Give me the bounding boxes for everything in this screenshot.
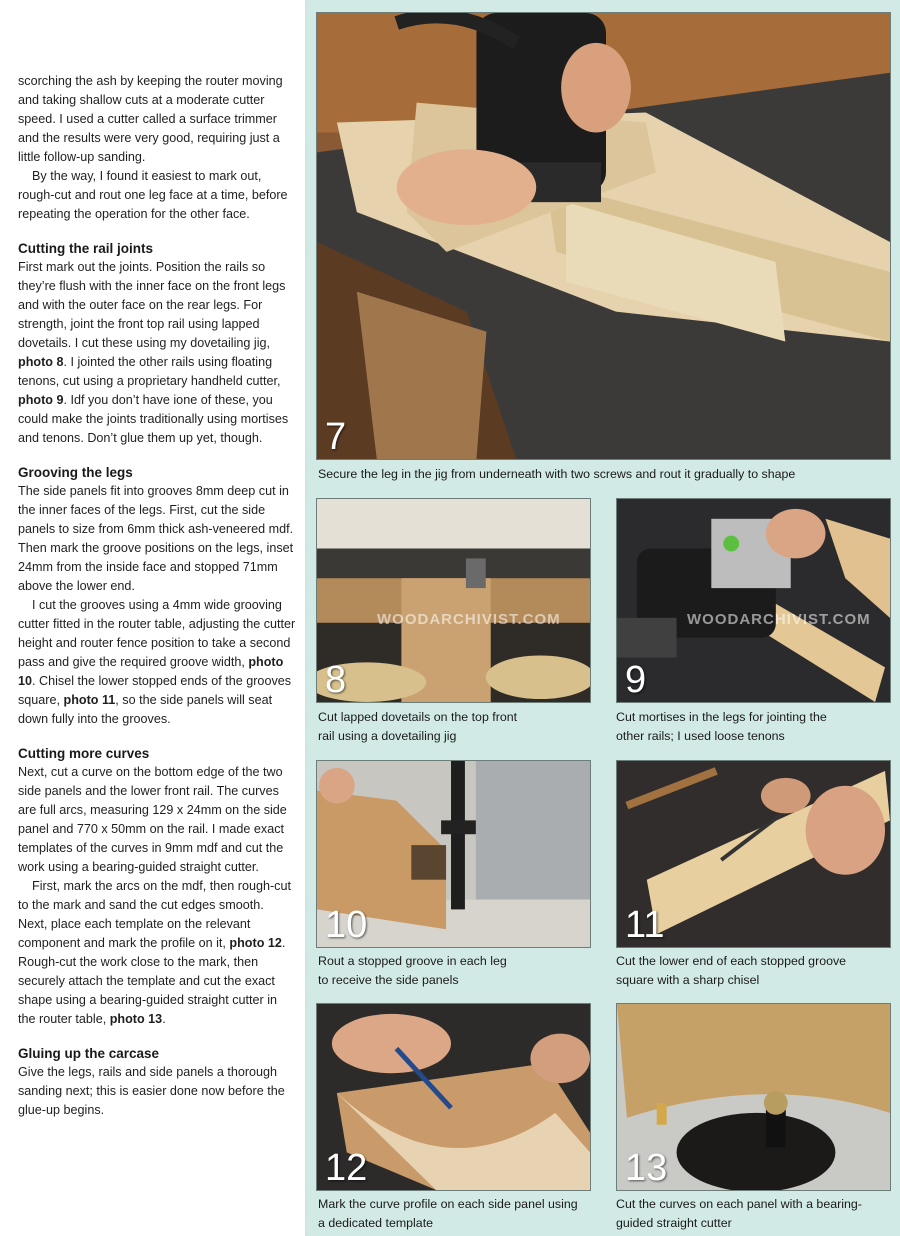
photo-7-number: 7: [325, 416, 347, 458]
heading-gluing-carcase: Gluing up the carcase: [18, 1046, 160, 1061]
watermark-right: WOODARCHIVIST.COM: [687, 611, 871, 628]
photo-8-number: 8: [325, 659, 347, 701]
photo-13: [616, 1003, 891, 1191]
photo-7-caption: Secure the leg in the jig from underneath with two screws and rout it gradually to shape: [318, 467, 796, 481]
paragraph-router-speed: scorching the ash by keeping the router moving and taking shallow cuts at a moderate cutter speed. I used a cutter called a surface trimmer and the results were very good, requiring just a little follow-up sanding.: [18, 74, 283, 164]
photo-7-image: [317, 13, 890, 459]
paragraph-gluing: Give the legs, rails and side panels a thorough sanding next; this is easier done now before the glue-up begins.: [18, 1065, 285, 1117]
watermark-left: WOODARCHIVIST.COM: [377, 611, 561, 628]
heading-rail-joints: Cutting the rail joints: [18, 241, 153, 256]
photo-ref-9: photo 9: [18, 393, 64, 407]
paragraph-grooves-size: The side panels fit into grooves 8mm deep cut in the inner faces of the legs. First, cut the side panels to size from 6mm thick ash-veneered mdf. Then mark the groove positions on the legs, inset 24mm from the inside face and stopped 71mm above the lower end.: [18, 484, 294, 593]
photo-9-number: 9: [625, 659, 647, 701]
photo-11-number: 11: [625, 904, 665, 946]
paragraph-mark-out: By the way, I found it easiest to mark out, rough-cut and rout one leg face at a time, before repeating the operation for the other face.: [18, 169, 288, 221]
photo-8-caption: Cut lapped dovetails on the top front rail using a dovetailing jig: [318, 710, 518, 743]
heading-more-curves: Cutting more curves: [18, 746, 150, 761]
paragraph-rail-joints: First mark out the joints. Position the rails so they’re flush with the inner face on the front legs and with the outer face on the rear legs. For strength, joint the front top rail using lapped dovetails. I cut these using my dovetailing jig, photo 8. I jointed the other rails using floating tenons, cut using a proprietary handheld cutter, photo 9. Idf you don’t have ione of these, you could make the joints traditionally using mortises and tenons. Don’t glue them up yet, though.: [18, 260, 289, 445]
photo-9-image: [617, 499, 890, 702]
photo-ref-12: photo 12: [229, 936, 282, 950]
photo-9-caption: Cut mortises in the legs for jointing the other rails; I used loose tenons: [616, 710, 827, 743]
photo-12-number: 12: [325, 1147, 368, 1189]
article-text-column: [0, 0, 305, 1236]
photo-ref-8: photo 8: [18, 355, 64, 369]
photo-12-caption: Mark the curve profile on each side panel using a dedicated template: [318, 1197, 578, 1230]
photo-ref-10: photo 10: [18, 655, 284, 688]
photo-13-caption: Cut the curves on each panel with a bearing- guided straight cutter: [616, 1197, 862, 1230]
heading-grooving-legs: Grooving the legs: [18, 465, 133, 480]
photo-10: [316, 760, 591, 948]
photo-8: [316, 498, 591, 703]
photo-column: [308, 0, 900, 1236]
paragraph-curves-templates: First, mark the arcs on the mdf, then rough-cut to the mark and sand the cut edges smooth. Next, place each template on the relevant component and mark the profile on it, photo 12. Rough-cut the work close to the mark, then securely attach the template and cut the exact shape using a bearing-guided straight cutter in the router table, photo 13.: [18, 879, 291, 1026]
photo-10-number: 10: [325, 904, 368, 946]
photo-11: [616, 760, 891, 948]
photo-11-caption: Cut the lower end of each stopped groove square with a sharp chisel: [616, 954, 847, 987]
article-body: [18, 72, 296, 1120]
photo-7: [316, 12, 891, 460]
photo-13-number: 13: [625, 1147, 668, 1189]
photo-12: [316, 1003, 591, 1191]
paragraph-grooves-cut: I cut the grooves using a 4mm wide grooving cutter fitted in the router table, adjusting the cutter height and router fence position to take a second pass and give the required groove width, photo 10. Chisel the lower stopped ends of the grooves square, photo 11, so the side panels will seat down fully into the grooves.: [18, 598, 296, 726]
photo-ref-13: photo 13: [109, 1012, 163, 1026]
photo-9: [616, 498, 891, 703]
paragraph-curves-arcs: Next, cut a curve on the bottom edge of the two side panels and the lower front rail. The curves are full arcs, measuring 129 x 24mm on the side panel and 770 x 50mm on the rail. I made exact templates of the curves in 9mm mdf and cut the work using a bearing-guided straight cutter.: [18, 765, 287, 874]
photo-ref-11: photo 11: [63, 693, 116, 707]
photo-10-caption: Rout a stopped groove in each leg to receive the side panels: [318, 954, 507, 987]
photo-8-image: [317, 499, 590, 702]
